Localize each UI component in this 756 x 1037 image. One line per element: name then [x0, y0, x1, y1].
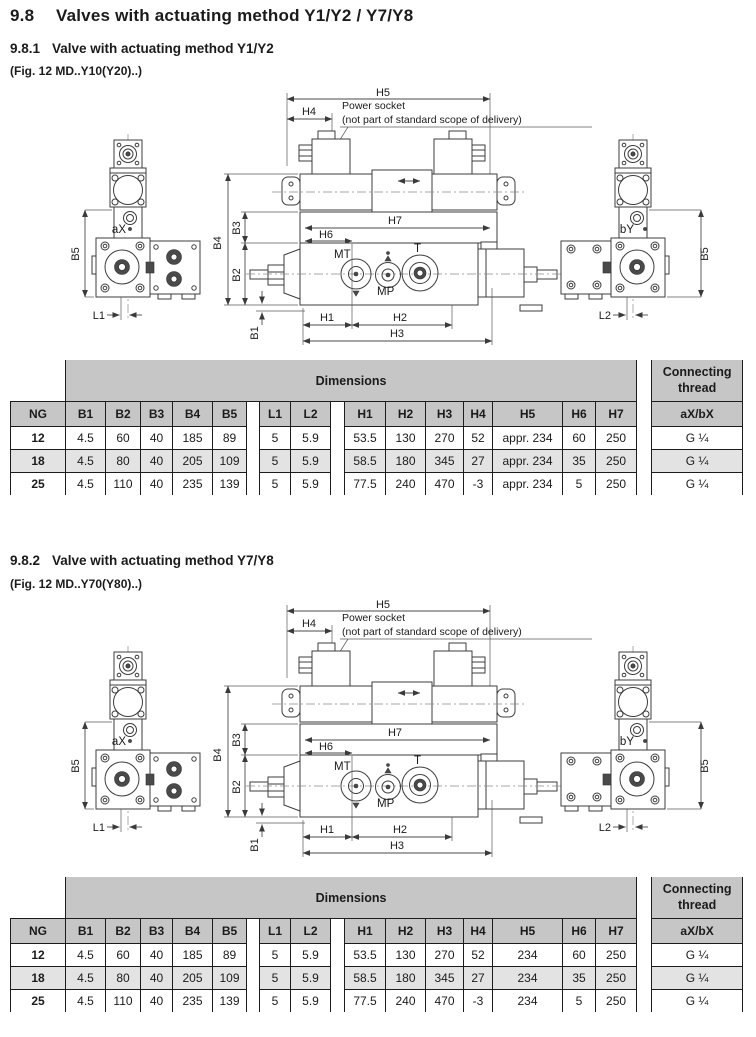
dim-label-h7: H7 — [387, 215, 403, 227]
section-heading-1: 9.8.1 Valve with actuating method Y1/Y2 — [10, 41, 274, 56]
col-header: H2 — [386, 919, 426, 944]
col-header: H3 — [426, 402, 464, 427]
cell: 52 — [464, 944, 493, 967]
cell: 25 — [11, 473, 66, 496]
cell: 27 — [464, 967, 493, 990]
valve-drawing — [0, 600, 756, 862]
column-gap — [331, 473, 345, 496]
dimensions-header: Dimensions — [66, 877, 637, 919]
column-gap — [247, 967, 260, 990]
cell: 80 — [106, 967, 141, 990]
right-side-view — [561, 134, 711, 322]
cell: 5.9 — [291, 427, 331, 450]
cell: 130 — [386, 944, 426, 967]
dim-label-b1: B1 — [249, 326, 261, 340]
cell: 250 — [596, 967, 637, 990]
column-gap — [637, 944, 652, 967]
dim-label-h7: H7 — [387, 727, 403, 739]
col-header: NG — [11, 402, 66, 427]
dim-label-l2: L2 — [598, 822, 611, 834]
column-header-row — [11, 919, 743, 944]
cell: 205 — [173, 450, 213, 473]
cell: 58.5 — [345, 450, 386, 473]
cell: 205 — [173, 967, 213, 990]
cell: 270 — [426, 944, 464, 967]
power-socket-annotation: Power socket — [342, 612, 406, 624]
port-label-mt: MT — [334, 761, 351, 773]
cell: 185 — [173, 944, 213, 967]
connecting-thread-header: Connecting thread — [652, 877, 743, 919]
cell: 35 — [563, 967, 596, 990]
dim-label-h1: H1 — [319, 824, 335, 836]
cell: 77.5 — [345, 990, 386, 1013]
table-row — [11, 450, 743, 473]
column-gap — [247, 427, 260, 450]
port-label-t: T — [414, 755, 422, 767]
col-header: L2 — [291, 919, 331, 944]
column-gap — [331, 967, 345, 990]
cell: 12 — [11, 427, 66, 450]
table-row — [11, 427, 743, 450]
cell: 234 — [493, 990, 563, 1013]
cell: 5 — [563, 990, 596, 1013]
dim-label-b5-right: B5 — [699, 247, 711, 261]
column-gap — [247, 402, 260, 427]
figure-caption-1: (Fig. 12 MD..Y10(Y20)..) — [10, 64, 143, 78]
dim-label-h6: H6 — [318, 741, 334, 753]
spacer-cell — [11, 877, 66, 919]
cell: 234 — [493, 944, 563, 967]
cell: 40 — [141, 450, 173, 473]
column-gap — [637, 967, 652, 990]
cell: 25 — [11, 990, 66, 1013]
col-header: B5 — [213, 919, 247, 944]
cell: G ¼ — [652, 990, 743, 1013]
dim-label-l2: L2 — [598, 310, 611, 322]
cell: 5.9 — [291, 450, 331, 473]
column-gap — [331, 402, 345, 427]
port-label-mt: MT — [334, 249, 351, 261]
cell: 40 — [141, 473, 173, 496]
col-header: H7 — [596, 402, 637, 427]
cell: 12 — [11, 944, 66, 967]
top-view — [272, 88, 592, 214]
technical-drawing-y1y2 — [0, 88, 756, 350]
band-row — [11, 877, 743, 919]
cell: 240 — [386, 990, 426, 1013]
power-socket-annotation-2: (not part of standard scope of delivery) — [342, 114, 522, 126]
cell: 60 — [106, 944, 141, 967]
cell: 180 — [386, 967, 426, 990]
dim-label-b5-right: B5 — [699, 759, 711, 773]
cell: 5.9 — [291, 473, 331, 496]
col-header: H2 — [386, 402, 426, 427]
column-gap — [247, 944, 260, 967]
cell: 4.5 — [66, 473, 106, 496]
cell: 89 — [213, 944, 247, 967]
cell: 5 — [260, 944, 291, 967]
column-gap — [247, 919, 260, 944]
power-socket-annotation: Power socket — [342, 100, 406, 112]
cell: 250 — [596, 427, 637, 450]
column-gap — [331, 944, 345, 967]
cell: 58.5 — [345, 967, 386, 990]
dim-label-h3: H3 — [389, 840, 405, 852]
cell: 40 — [141, 944, 173, 967]
dim-label-h6: H6 — [318, 229, 334, 241]
cell: 235 — [173, 990, 213, 1013]
column-header-row — [11, 402, 743, 427]
col-header: aX/bX — [652, 402, 743, 427]
dim-label-h4: H4 — [301, 106, 317, 118]
cell: 250 — [596, 473, 637, 496]
cell: 345 — [426, 967, 464, 990]
cell: 4.5 — [66, 450, 106, 473]
dim-label-b5-left: B5 — [70, 247, 82, 261]
cell: 250 — [596, 944, 637, 967]
cell: 5.9 — [291, 967, 331, 990]
cell: 470 — [426, 473, 464, 496]
column-gap — [637, 877, 652, 919]
column-gap — [331, 990, 345, 1013]
col-header: H3 — [426, 919, 464, 944]
column-gap — [637, 473, 652, 496]
cell: 345 — [426, 450, 464, 473]
col-header: H7 — [596, 919, 637, 944]
cell: 18 — [11, 967, 66, 990]
table-row — [11, 473, 743, 496]
page-title-text: Valves with actuating method Y1/Y2 / Y7/Y8 — [56, 6, 414, 25]
dimensions-table-2 — [10, 877, 743, 1012]
col-header: B1 — [66, 402, 106, 427]
cell: 53.5 — [345, 427, 386, 450]
col-header: NG — [11, 919, 66, 944]
port-label-by: bY — [619, 224, 634, 236]
figure-caption-2: (Fig. 12 MD..Y70(Y80)..) — [10, 577, 143, 591]
cell: 270 — [426, 427, 464, 450]
dim-label-h5: H5 — [375, 88, 391, 99]
column-gap — [637, 919, 652, 944]
dim-label-b2: B2 — [231, 780, 243, 794]
cell: 250 — [596, 990, 637, 1013]
col-header: aX/bX — [652, 919, 743, 944]
port-label-ax: aX — [111, 224, 126, 236]
dim-label-b4: B4 — [212, 236, 224, 250]
cell: 80 — [106, 450, 141, 473]
cell: 240 — [386, 473, 426, 496]
col-header: B5 — [213, 402, 247, 427]
cell: 5 — [260, 990, 291, 1013]
cell: 130 — [386, 427, 426, 450]
dim-label-l1: L1 — [92, 310, 105, 322]
valve-drawing — [0, 88, 756, 350]
dim-label-b3: B3 — [231, 221, 243, 235]
cell: G ¼ — [652, 944, 743, 967]
col-header: L1 — [260, 919, 291, 944]
cell: 40 — [141, 427, 173, 450]
dim-label-h4: H4 — [301, 618, 317, 630]
dim-label-b1: B1 — [249, 838, 261, 852]
col-header: B1 — [66, 919, 106, 944]
cell: 5.9 — [291, 990, 331, 1013]
cell: appr. 234 — [493, 450, 563, 473]
column-gap — [247, 473, 260, 496]
dim-label-h2: H2 — [392, 312, 408, 324]
cell: appr. 234 — [493, 427, 563, 450]
col-header: B3 — [141, 919, 173, 944]
col-header: B3 — [141, 402, 173, 427]
col-header: H6 — [563, 919, 596, 944]
port-label-mp: MP — [377, 798, 395, 810]
table-row — [11, 967, 743, 990]
port-label-mp: MP — [377, 286, 395, 298]
port-label-ax: aX — [111, 736, 126, 748]
cell: -3 — [464, 473, 493, 496]
dim-label-b4: B4 — [212, 748, 224, 762]
right-side-view — [561, 646, 711, 834]
cell: 52 — [464, 427, 493, 450]
col-header: H5 — [493, 919, 563, 944]
top-view — [272, 600, 592, 726]
cell: 5.9 — [291, 944, 331, 967]
col-header: H6 — [563, 402, 596, 427]
column-gap — [331, 450, 345, 473]
col-header: B2 — [106, 919, 141, 944]
cell: 109 — [213, 450, 247, 473]
dimensions-table-1 — [10, 360, 743, 495]
col-header: H5 — [493, 402, 563, 427]
cell: 470 — [426, 990, 464, 1013]
cell: 60 — [563, 427, 596, 450]
column-gap — [247, 450, 260, 473]
dim-label-h3: H3 — [389, 328, 405, 340]
connecting-thread-header: Connecting thread — [652, 360, 743, 402]
cell: 4.5 — [66, 967, 106, 990]
technical-drawing-y7y8 — [0, 600, 756, 862]
power-socket-annotation-2: (not part of standard scope of delivery) — [342, 626, 522, 638]
col-header: H4 — [464, 919, 493, 944]
cell: 4.5 — [66, 990, 106, 1013]
cell: appr. 234 — [493, 473, 563, 496]
cell: 60 — [106, 427, 141, 450]
dimensions-header: Dimensions — [66, 360, 637, 402]
cell: 250 — [596, 450, 637, 473]
cell: 110 — [106, 990, 141, 1013]
cell: 4.5 — [66, 427, 106, 450]
col-header: B2 — [106, 402, 141, 427]
dim-label-h5: H5 — [375, 600, 391, 611]
column-gap — [637, 427, 652, 450]
column-gap — [331, 427, 345, 450]
left-side-view — [70, 646, 200, 834]
dim-label-h2: H2 — [392, 824, 408, 836]
cell: 53.5 — [345, 944, 386, 967]
cell: 60 — [563, 944, 596, 967]
cell: 109 — [213, 967, 247, 990]
col-header: B4 — [173, 919, 213, 944]
col-header: H1 — [345, 919, 386, 944]
cell: 139 — [213, 990, 247, 1013]
page-title — [10, 6, 413, 26]
table-row — [11, 990, 743, 1013]
column-gap — [637, 990, 652, 1013]
cell: 110 — [106, 473, 141, 496]
col-header: L1 — [260, 402, 291, 427]
cell: 27 — [464, 450, 493, 473]
dim-label-h1: H1 — [319, 312, 335, 324]
cell: G ¼ — [652, 967, 743, 990]
table-row — [11, 944, 743, 967]
cell: G ¼ — [652, 473, 743, 496]
cell: 40 — [141, 967, 173, 990]
col-header: B4 — [173, 402, 213, 427]
cell: 5 — [260, 450, 291, 473]
cell: 5 — [563, 473, 596, 496]
port-label-by: bY — [619, 736, 634, 748]
column-gap — [637, 402, 652, 427]
cell: -3 — [464, 990, 493, 1013]
cell: 5 — [260, 967, 291, 990]
cell: 4.5 — [66, 944, 106, 967]
cell: 35 — [563, 450, 596, 473]
cell: 180 — [386, 450, 426, 473]
cell: 234 — [493, 967, 563, 990]
col-header: H4 — [464, 402, 493, 427]
dim-label-l1: L1 — [92, 822, 105, 834]
cell: 5 — [260, 427, 291, 450]
column-gap — [637, 360, 652, 402]
band-row — [11, 360, 743, 402]
cell: 77.5 — [345, 473, 386, 496]
cell: G ¼ — [652, 450, 743, 473]
cell: G ¼ — [652, 427, 743, 450]
cell: 40 — [141, 990, 173, 1013]
column-gap — [247, 990, 260, 1013]
col-header: L2 — [291, 402, 331, 427]
port-label-t: T — [414, 243, 422, 255]
cell: 235 — [173, 473, 213, 496]
column-gap — [331, 919, 345, 944]
cell: 185 — [173, 427, 213, 450]
column-gap — [637, 450, 652, 473]
cell: 18 — [11, 450, 66, 473]
cell: 5 — [260, 473, 291, 496]
page-title-number: 9.8 — [10, 6, 35, 25]
col-header: H1 — [345, 402, 386, 427]
dim-label-b3: B3 — [231, 733, 243, 747]
left-side-view — [70, 134, 200, 322]
spacer-cell — [11, 360, 66, 402]
cell: 89 — [213, 427, 247, 450]
cell: 139 — [213, 473, 247, 496]
section-heading-2: 9.8.2 Valve with actuating method Y7/Y8 — [10, 553, 274, 568]
dim-label-b2: B2 — [231, 268, 243, 282]
dim-label-b5-left: B5 — [70, 759, 82, 773]
